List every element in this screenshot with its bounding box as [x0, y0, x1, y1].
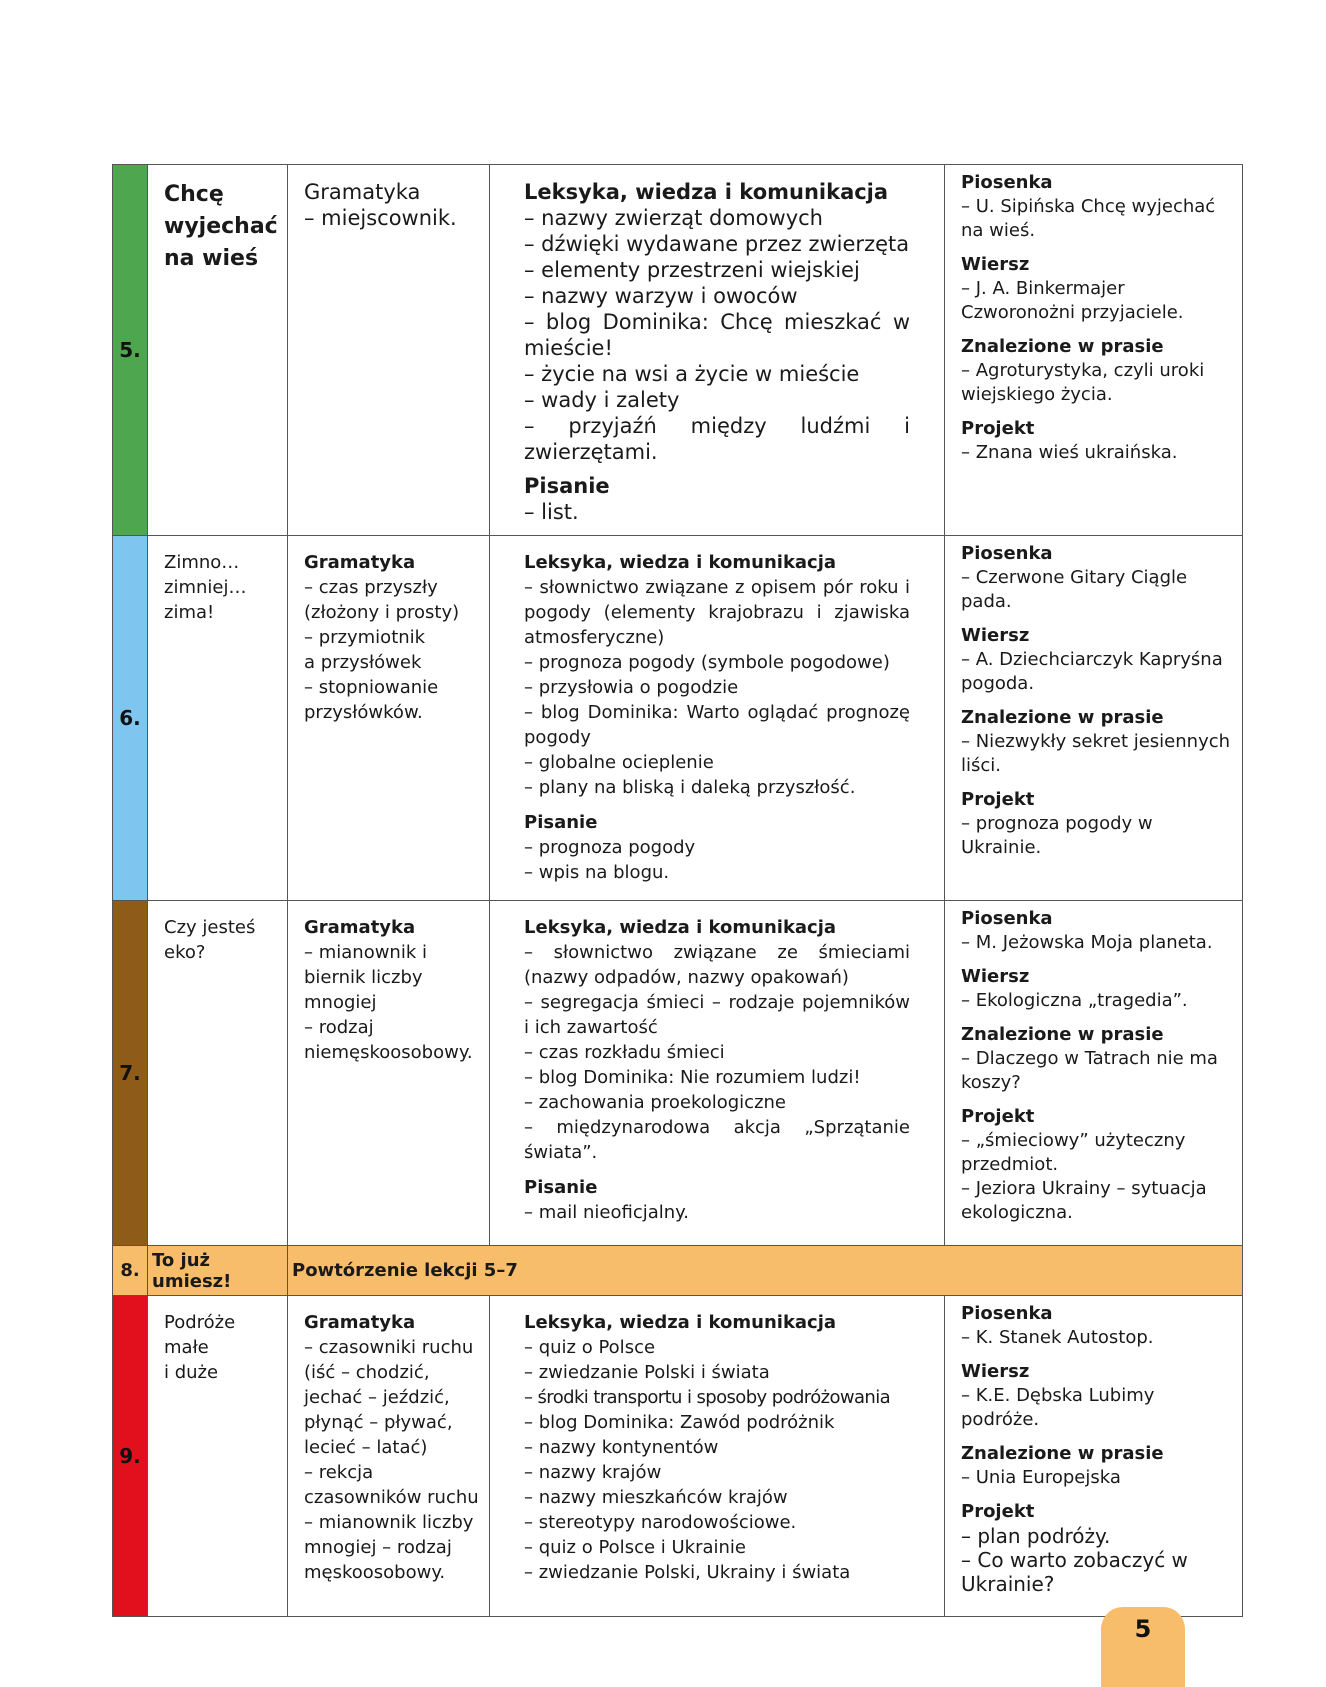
lexis-item: – nazwy mieszkańców krajów: [524, 1487, 788, 1508]
lexis-heading: Leksyka, wiedza i komunikacja: [524, 1312, 837, 1333]
writing-body: – prognoza pogody – wpis na blogu.: [524, 837, 696, 883]
lexis-item: – międzynarodowa akcja „Sprzątanie świata”.: [524, 1117, 910, 1163]
extra-poem: Wiersz – J. A. Binkermajer Czworonożni przyjaciele.: [961, 254, 1184, 323]
writing-heading: Pisanie: [524, 1177, 598, 1198]
lexis-item: – życie na wsi a życie w mieście: [524, 362, 860, 386]
extra-press: Znalezione w prasie – Dlaczego w Tatrach nie ma koszy?: [961, 1024, 1218, 1093]
extra-song: Piosenka – U. Sipińska Chcę wyjechać na wieś.: [961, 172, 1216, 241]
extra-project: Projekt – plan podróży. – Co warto zobaczyć w Ukrainie?: [961, 1501, 1188, 1596]
lexis-item: – wady i zalety: [524, 388, 680, 412]
lexis-item: – blog Dominika: Nie rozumiem ludzi!: [524, 1067, 861, 1088]
extra-song: Piosenka – K. Stanek Autostop.: [961, 1303, 1154, 1348]
lexis-item: – prognoza pogody (symbole pogodowe): [524, 652, 890, 673]
lesson-row-9: [113, 1296, 1243, 1617]
extra-project: Projekt – „śmieciowy” użyteczny przedmiot. – Jeziora Ukrainy – sytuacja ekologiczna.: [961, 1106, 1207, 1223]
lexis-item: – plany na bliską i daleką przyszłość.: [524, 777, 856, 798]
extra-song: Piosenka – M. Jeżowska Moja planeta.: [961, 908, 1213, 953]
grammar-body: – mianownik i biernik liczby mnogiej – rodzaj niemęskoosobowy.: [304, 942, 473, 1063]
writing-heading: Pisanie: [524, 812, 598, 833]
grammar-body: – czas przyszły (złożony i prosty) – przymiotnik a przysłówek – stopniowanie przysłówków.: [304, 577, 460, 723]
lexis-item: – globalne ocieplenie: [524, 752, 714, 773]
lexis-item: – słownictwo związane ze śmieciami (nazwy odpadów, nazwy opakowań): [524, 942, 910, 988]
lexis-item: – quiz o Polsce i Ukrainie: [524, 1537, 746, 1558]
grammar-heading: Gramatyka: [304, 180, 421, 204]
lesson-number: 9.: [113, 1296, 148, 1617]
lexis-item: – quiz o Polsce: [524, 1337, 656, 1358]
lesson-number: 5.: [113, 165, 148, 536]
extra-song: Piosenka – Czerwone Gitary Ciągle pada.: [961, 543, 1188, 612]
lesson-title: Zimno… zimniej… zima!: [164, 552, 247, 623]
grammar-heading: Gramatyka: [304, 917, 416, 938]
grammar-heading: Gramatyka: [304, 552, 416, 573]
lexis-item: – segregacja śmieci – rodzaje pojemników i ich zawartość: [524, 992, 910, 1038]
extra-press: Znalezione w prasie – Agroturystyka, czyli uroki wiejskiego życia.: [961, 336, 1205, 405]
lexis-item: – przysłowia o pogodzie: [524, 677, 739, 698]
lexis-item: – nazwy krajów: [524, 1462, 662, 1483]
lexis-item: – czas rozkładu śmieci: [524, 1042, 725, 1063]
lexis-item: – stereotypy narodowościowe.: [524, 1512, 797, 1533]
extra-project: Projekt – Znana wieś ukraińska.: [961, 418, 1178, 463]
lesson-title: Podróże małe i duże: [164, 1312, 236, 1383]
extra-poem: Wiersz – A. Dziechciarczyk Kapryśna pogoda.: [961, 625, 1223, 694]
lexis-item: – nazwy kontynentów: [524, 1437, 719, 1458]
lexis-item: – nazwy zwierząt domowych: [524, 206, 823, 230]
extra-poem: Wiersz – K.E. Dębska Lubimy podróże.: [961, 1361, 1155, 1430]
lesson-row-7: [113, 901, 1243, 1246]
syllabus-table: [112, 164, 1243, 1617]
lesson-title: Czy jesteś eko?: [164, 917, 256, 963]
page-number: 5: [1101, 1607, 1185, 1687]
lexis-item: – przyjaźń między ludźmi i zwierzętami.: [524, 414, 910, 464]
review-number: 8.: [113, 1246, 148, 1296]
lexis-item: – blog Dominika: Warto oglądać prognozę pogody: [524, 702, 910, 748]
review-row: [113, 1246, 1243, 1296]
lesson-number: 7.: [113, 901, 148, 1246]
extra-press: Znalezione w prasie – Niezwykły sekret jesiennych liści.: [961, 707, 1231, 776]
grammar-body: – czasowniki ruchu (iść – chodzić, jechać – jeździć, płynąć – pływać, lecieć – latać) – rekcja czasowników ruchu – mianownik liczby mnogiej – rodzaj męskoosobowy.: [304, 1337, 479, 1583]
lexis-item: – blog Dominika: Chcę mieszkać w mieście!: [524, 310, 910, 360]
lexis-item: – dźwięki wydawane przez zwierzęta: [524, 232, 910, 256]
writing-body: – list.: [524, 500, 579, 524]
lesson-row-5: [113, 165, 1243, 536]
grammar-heading: Gramatyka: [304, 1312, 416, 1333]
lexis-item: – środki transportu i sposoby podróżowania: [524, 1387, 891, 1408]
lexis-item: – słownictwo związane z opisem pór roku i pogody (elementy krajobrazu i zjawiska atmosferyczne): [524, 577, 910, 648]
lexis-heading: Leksyka, wiedza i komunikacja: [524, 917, 837, 938]
review-text: Powtórzenie lekcji 5–7: [288, 1246, 1243, 1296]
lexis-item: – zwiedzanie Polski i świata: [524, 1362, 770, 1383]
lexis-heading: Leksyka, wiedza i komunikacja: [524, 180, 889, 204]
grammar-body: – miejscownik.: [304, 206, 457, 230]
extra-press: Znalezione w prasie – Unia Europejska: [961, 1443, 1164, 1488]
lexis-item: – elementy przestrzeni wiejskiej: [524, 258, 860, 282]
extra-poem: Wiersz – Ekologiczna „tragedia”.: [961, 966, 1188, 1011]
lesson-row-6: [113, 536, 1243, 901]
lexis-item: – zachowania proekologiczne: [524, 1092, 787, 1113]
lexis-heading: Leksyka, wiedza i komunikacja: [524, 552, 837, 573]
lexis-item: – blog Dominika: Zawód podróżnik: [524, 1412, 835, 1433]
writing-heading: Pisanie: [524, 474, 610, 498]
lexis-item: – nazwy warzyw i owoców: [524, 284, 798, 308]
extra-project: Projekt – prognoza pogody w Ukrainie.: [961, 789, 1153, 858]
writing-body: – mail nieoficjalny.: [524, 1202, 689, 1223]
lexis-item: – zwiedzanie Polski, Ukrainy i świata: [524, 1562, 851, 1583]
lesson-title: Chcę wyjechać na wieś: [164, 182, 278, 271]
review-title: To już umiesz!: [148, 1246, 288, 1296]
lesson-number: 6.: [113, 536, 148, 901]
